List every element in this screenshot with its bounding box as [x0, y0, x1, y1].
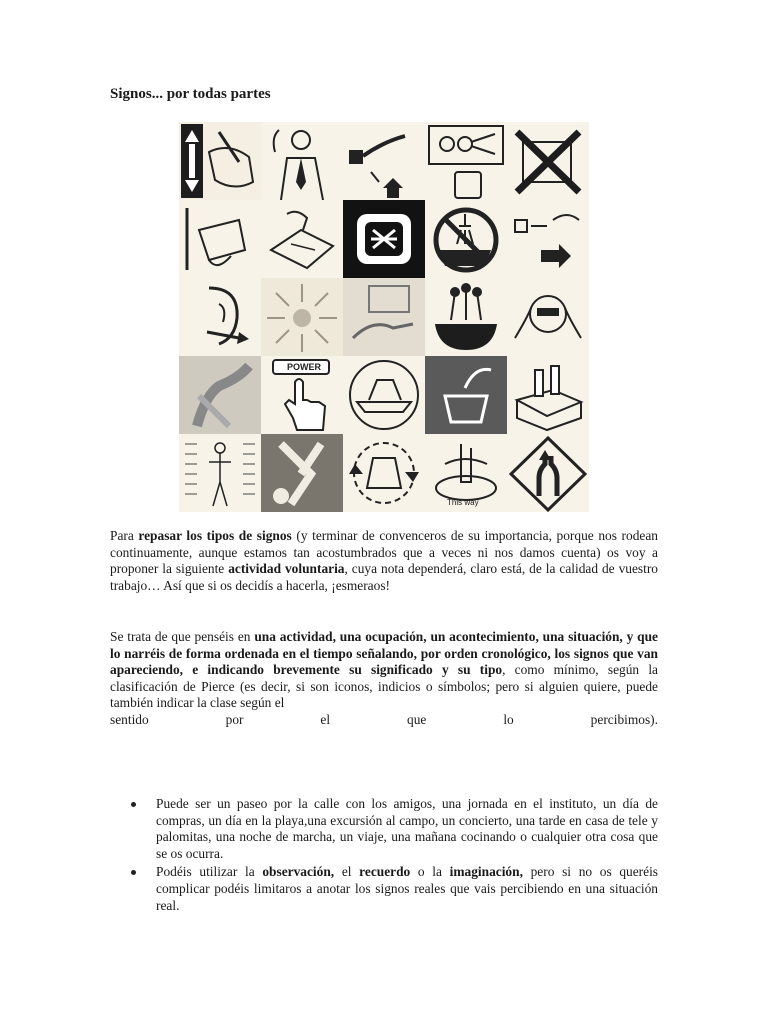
tile-sun — [261, 278, 343, 356]
tile-basket-hand — [425, 356, 507, 434]
tile-power-button — [261, 356, 343, 434]
list-item-text: Puede ser un paseo por la calle con los amigos, una jornada en el instituto, un día de compras, un día en la playa,una excursión al campo, un concierto, una tarde en casa de tele y palomitas, una noche de marcha, un viaje, una mañana cocinando o cualquier otra cosa que se os ocurra. — [156, 796, 658, 861]
tile-arrows-hand — [179, 122, 261, 200]
tile-bowl-plants — [425, 278, 507, 356]
pouring-icon — [179, 200, 261, 278]
figure-icon — [179, 356, 261, 434]
paragraph-instructions — [110, 629, 658, 729]
face-icon — [507, 278, 589, 356]
paragraph-text: Para — [110, 528, 139, 543]
tile-body-chart — [179, 434, 261, 512]
card-icon — [343, 278, 425, 356]
paragraph-text: Se trata de que penséis en — [110, 629, 255, 644]
tv-sign-icon — [343, 200, 425, 278]
bowl-icon — [425, 278, 507, 356]
tile-crossed-object — [507, 122, 589, 200]
power-label: POWER — [287, 362, 322, 372]
tile-hand-arrow-right — [507, 200, 589, 278]
list-item-bold: imaginación, — [449, 864, 523, 880]
list-item-text: o la — [410, 864, 450, 880]
tile-box-objects — [507, 356, 589, 434]
paragraph-bold: repasar los tipos de signos — [138, 528, 292, 543]
hands-icon — [261, 200, 343, 278]
paragraph-bold: actividad voluntaria — [228, 561, 345, 577]
list-item-bold: observación, — [262, 864, 335, 880]
paragraph-text: , como mínimo, según la clasificación de Pierce (es decir, si son iconos, indicios o símbolos; pero si alguien quiere, puede también indicar la clase según el — [110, 662, 658, 711]
tile-gray-figure — [179, 356, 261, 434]
bullet-icon — [131, 870, 136, 875]
arrow-up-icon — [343, 122, 425, 200]
list-item-text: Podéis utilizar la — [156, 864, 263, 880]
tile-no-shower — [425, 200, 507, 278]
tile-hands-paper — [261, 200, 343, 278]
list-item — [110, 864, 658, 914]
tile-tv-sign — [343, 200, 425, 278]
paragraph-bold: una actividad, una ocupación, un acontecimiento, una situación, y que lo narréis de forma ordenada en el tiempo señalando, por orden cronológico, los signos que van apareciendo, e indicando brevemente su significado y su tipo — [110, 629, 659, 678]
tile-ear-arrow — [179, 278, 261, 356]
prohibited-icon — [507, 122, 589, 200]
page-title: Signos... por todas partes — [110, 86, 271, 102]
list-item — [110, 796, 658, 862]
tile-boat-circle — [343, 356, 425, 434]
rotation-icon — [343, 434, 425, 512]
bullet-icon — [131, 802, 136, 807]
sun-icon — [261, 278, 343, 356]
no-shower-icon — [425, 200, 507, 278]
tile-face-hands — [507, 278, 589, 356]
arrow-right-icon — [507, 200, 589, 278]
road-sign-icon — [507, 434, 589, 512]
box-icon — [507, 356, 589, 434]
tile-hand-arrow-up — [343, 122, 425, 200]
basket-icon — [425, 356, 507, 434]
hand-gesture-icon — [261, 434, 343, 512]
paragraph-text: (y terminar de convenceros de su importancia, porque nos rodean continuamente, aunque estamos tan acostumbrados que a veces ni nos damos cuenta) os voy a proponer la siguiente — [110, 528, 658, 577]
list-item-text: el — [334, 864, 360, 880]
list-item-text: pero si no os queréis complicar podéis limitaros a anotar los signos reales que vais percibiendo en una situación real. — [156, 864, 659, 913]
body-chart-icon — [179, 434, 261, 512]
paragraph-text: sentido por el que lo percibimos). — [110, 711, 658, 727]
ear-icon — [179, 278, 261, 356]
tile-scissors-bottle — [425, 122, 507, 200]
tile-bucket-pour — [179, 200, 261, 278]
paragraph-text: , cuya nota dependerá, claro está, de la calidad de vuestro trabajo… Así que si os decidís a hacerla, ¡esmeraos! — [110, 561, 658, 593]
list-item-bold: recuerdo — [359, 864, 411, 880]
tile-hand-card — [343, 278, 425, 356]
person-icon — [261, 122, 343, 200]
arrows-hand-icon — [179, 122, 261, 200]
paragraph-intro — [110, 528, 658, 594]
tile-this-way — [425, 434, 507, 512]
tile-road-sign — [507, 434, 589, 512]
tile-hand-gesture — [261, 434, 343, 512]
signs-illustration — [179, 122, 589, 512]
this-way-label: This way — [447, 498, 479, 507]
scissors-icon — [425, 122, 507, 200]
tile-rotation-diagram — [343, 434, 425, 512]
boat-icon — [343, 356, 425, 434]
suggestions-list — [110, 796, 658, 916]
tile-man-tie — [261, 122, 343, 200]
